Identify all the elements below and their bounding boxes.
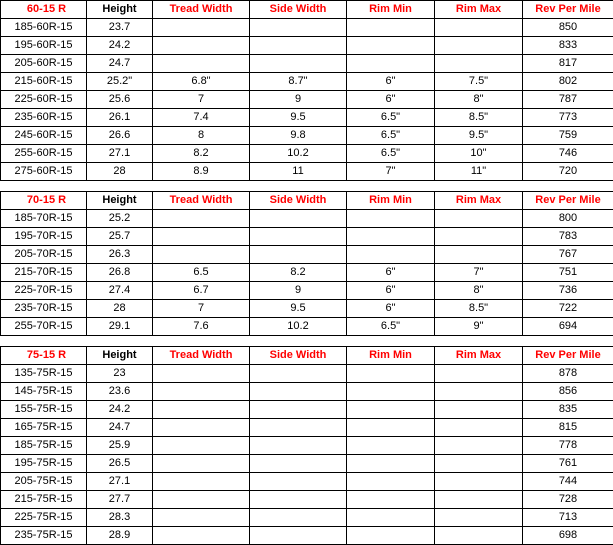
- table-cell: [250, 228, 347, 246]
- table-cell: 694: [523, 318, 613, 336]
- table-cell: [435, 437, 523, 455]
- table-cell: 787: [523, 91, 613, 109]
- table-cell: [435, 473, 523, 491]
- column-header: Side Width: [250, 1, 347, 19]
- table-cell: 8.2: [250, 264, 347, 282]
- tire-size-cell: 205-75R-15: [1, 473, 87, 491]
- table-cell: [435, 401, 523, 419]
- table-row: [1, 491, 613, 509]
- table-cell: 7: [153, 300, 250, 318]
- table-row: [1, 282, 613, 300]
- table-cell: 9": [435, 318, 523, 336]
- tire-size-cell: 255-60R-15: [1, 145, 87, 163]
- table-cell: [250, 437, 347, 455]
- table-cell: 8: [153, 127, 250, 145]
- table-cell: 26.6: [87, 127, 153, 145]
- table-cell: 10.2: [250, 145, 347, 163]
- table-cell: [153, 509, 250, 527]
- table-cell: 722: [523, 300, 613, 318]
- tire-size-cell: 195-60R-15: [1, 37, 87, 55]
- table-cell: 27.7: [87, 491, 153, 509]
- table-cell: [250, 401, 347, 419]
- table-cell: 783: [523, 228, 613, 246]
- table-row: [1, 163, 613, 181]
- table-cell: 6.5": [347, 109, 435, 127]
- table-cell: 713: [523, 509, 613, 527]
- table-cell: [347, 527, 435, 545]
- table-header-row: [1, 192, 613, 210]
- table-cell: 8": [435, 91, 523, 109]
- table-cell: 11: [250, 163, 347, 181]
- table-cell: 8.5": [435, 300, 523, 318]
- column-header-height: Height: [87, 192, 153, 210]
- column-header: Rev Per Mile: [523, 347, 613, 365]
- table-cell: [435, 383, 523, 401]
- column-header: Rim Max: [435, 192, 523, 210]
- table-cell: [435, 19, 523, 37]
- table-cell: [250, 491, 347, 509]
- table-row: [1, 473, 613, 491]
- table-cell: [347, 401, 435, 419]
- tire-size-cell: 215-70R-15: [1, 264, 87, 282]
- table-cell: 817: [523, 55, 613, 73]
- table-cell: 835: [523, 401, 613, 419]
- table-cell: 26.1: [87, 109, 153, 127]
- table-header-row: [1, 347, 613, 365]
- table-cell: 856: [523, 383, 613, 401]
- table-cell: [347, 419, 435, 437]
- table-cell: [347, 365, 435, 383]
- tire-size-cell: 185-70R-15: [1, 210, 87, 228]
- table-cell: 6.7: [153, 282, 250, 300]
- table-cell: 850: [523, 19, 613, 37]
- tire-size-cell: 255-70R-15: [1, 318, 87, 336]
- table-cell: 27.1: [87, 145, 153, 163]
- table-cell: 7.6: [153, 318, 250, 336]
- table-cell: [250, 509, 347, 527]
- table-cell: 736: [523, 282, 613, 300]
- table-cell: 6": [347, 300, 435, 318]
- table-cell: 23.6: [87, 383, 153, 401]
- table-spacer: [0, 336, 613, 346]
- table-cell: 7: [153, 91, 250, 109]
- table-cell: [250, 383, 347, 401]
- table-group-header: 60-15 R: [1, 1, 87, 19]
- table-cell: 9: [250, 91, 347, 109]
- table-cell: 800: [523, 210, 613, 228]
- table-row: [1, 37, 613, 55]
- table-cell: [153, 527, 250, 545]
- tire-size-cell: 215-75R-15: [1, 491, 87, 509]
- table-cell: [153, 383, 250, 401]
- table-cell: [435, 365, 523, 383]
- table-cell: [250, 365, 347, 383]
- table-cell: 24.7: [87, 55, 153, 73]
- column-header: Rim Min: [347, 347, 435, 365]
- table-cell: [153, 455, 250, 473]
- table-cell: 10.2: [250, 318, 347, 336]
- table-cell: [250, 37, 347, 55]
- table-cell: [435, 527, 523, 545]
- table-cell: [435, 55, 523, 73]
- table-header-row: [1, 1, 613, 19]
- table-row: [1, 401, 613, 419]
- table-cell: 29.1: [87, 318, 153, 336]
- table-cell: [347, 228, 435, 246]
- table-cell: 28.3: [87, 509, 153, 527]
- table-row: [1, 109, 613, 127]
- tire-size-cell: 235-75R-15: [1, 527, 87, 545]
- tire-size-cell: 215-60R-15: [1, 73, 87, 91]
- tire-size-cell: 225-60R-15: [1, 91, 87, 109]
- tire-size-cell: 275-60R-15: [1, 163, 87, 181]
- column-header: Rev Per Mile: [523, 192, 613, 210]
- table-cell: 8.2: [153, 145, 250, 163]
- table-cell: [435, 419, 523, 437]
- table-cell: [347, 210, 435, 228]
- table-cell: 27.1: [87, 473, 153, 491]
- table-cell: [153, 246, 250, 264]
- table-cell: 23: [87, 365, 153, 383]
- tire-size-cell: 135-75R-15: [1, 365, 87, 383]
- table-cell: 7": [435, 264, 523, 282]
- table-row: [1, 55, 613, 73]
- tire-size-cell: 205-60R-15: [1, 55, 87, 73]
- table-cell: 27.4: [87, 282, 153, 300]
- table-cell: [435, 37, 523, 55]
- table-cell: 744: [523, 473, 613, 491]
- table-cell: 767: [523, 246, 613, 264]
- table-row: [1, 318, 613, 336]
- table-cell: [347, 383, 435, 401]
- table-cell: [153, 210, 250, 228]
- tire-size-cell: 195-75R-15: [1, 455, 87, 473]
- table-cell: 751: [523, 264, 613, 282]
- table-cell: 9.5: [250, 109, 347, 127]
- tire-size-cell: 165-75R-15: [1, 419, 87, 437]
- table-cell: [153, 19, 250, 37]
- table-cell: 11": [435, 163, 523, 181]
- table-cell: [435, 228, 523, 246]
- table-row: [1, 437, 613, 455]
- table-cell: 6": [347, 264, 435, 282]
- table-cell: 8.7": [250, 73, 347, 91]
- table-row: [1, 228, 613, 246]
- table-cell: [153, 473, 250, 491]
- table-cell: 728: [523, 491, 613, 509]
- column-header: Tread Width: [153, 1, 250, 19]
- table-cell: 24.2: [87, 401, 153, 419]
- table-cell: [250, 246, 347, 264]
- table-cell: [347, 455, 435, 473]
- table-group-header: 75-15 R: [1, 347, 87, 365]
- column-header: Side Width: [250, 192, 347, 210]
- tire-size-cell: 225-75R-15: [1, 509, 87, 527]
- table-cell: 23.7: [87, 19, 153, 37]
- table-cell: 7.4: [153, 109, 250, 127]
- table-cell: [435, 455, 523, 473]
- table-cell: 28: [87, 163, 153, 181]
- table-cell: 6.5": [347, 145, 435, 163]
- table-cell: [153, 365, 250, 383]
- table-cell: [250, 473, 347, 491]
- table-cell: [153, 228, 250, 246]
- table-cell: 8.9: [153, 163, 250, 181]
- table-cell: [435, 509, 523, 527]
- column-header: Tread Width: [153, 347, 250, 365]
- table-cell: [435, 491, 523, 509]
- table-row: [1, 19, 613, 37]
- tire-size-cell: 155-75R-15: [1, 401, 87, 419]
- table-cell: 25.6: [87, 91, 153, 109]
- table-cell: 25.2": [87, 73, 153, 91]
- table-row: [1, 145, 613, 163]
- table-cell: [250, 19, 347, 37]
- column-header: Rim Min: [347, 192, 435, 210]
- tire-size-cell: 145-75R-15: [1, 383, 87, 401]
- table-row: [1, 91, 613, 109]
- table-cell: 878: [523, 365, 613, 383]
- column-header: Rev Per Mile: [523, 1, 613, 19]
- table-cell: 24.7: [87, 419, 153, 437]
- tire-spec-table: [0, 191, 613, 336]
- table-cell: 720: [523, 163, 613, 181]
- table-cell: [347, 509, 435, 527]
- table-row: [1, 419, 613, 437]
- table-cell: 6.5": [347, 127, 435, 145]
- table-cell: [435, 210, 523, 228]
- table-cell: 7": [347, 163, 435, 181]
- table-cell: [153, 37, 250, 55]
- tire-size-cell: 185-75R-15: [1, 437, 87, 455]
- table-cell: 9.8: [250, 127, 347, 145]
- column-header: Side Width: [250, 347, 347, 365]
- table-cell: [347, 19, 435, 37]
- table-cell: [347, 437, 435, 455]
- table-cell: 6.8": [153, 73, 250, 91]
- table-cell: [250, 210, 347, 228]
- column-header-height: Height: [87, 1, 153, 19]
- table-cell: 9.5: [250, 300, 347, 318]
- table-row: [1, 210, 613, 228]
- table-cell: [153, 401, 250, 419]
- table-cell: 9.5": [435, 127, 523, 145]
- tire-size-cell: 195-70R-15: [1, 228, 87, 246]
- table-row: [1, 509, 613, 527]
- table-cell: 26.5: [87, 455, 153, 473]
- table-cell: 28: [87, 300, 153, 318]
- table-row: [1, 73, 613, 91]
- table-row: [1, 264, 613, 282]
- table-cell: 8": [435, 282, 523, 300]
- table-spacer: [0, 181, 613, 191]
- column-header: Rim Max: [435, 347, 523, 365]
- table-cell: 773: [523, 109, 613, 127]
- table-cell: 26.3: [87, 246, 153, 264]
- tire-spec-table: [0, 346, 613, 545]
- table-cell: 6": [347, 282, 435, 300]
- table-cell: [250, 455, 347, 473]
- table-cell: [347, 491, 435, 509]
- table-cell: 6.5: [153, 264, 250, 282]
- table-cell: [347, 37, 435, 55]
- table-cell: 802: [523, 73, 613, 91]
- table-cell: 25.2: [87, 210, 153, 228]
- table-cell: 28.9: [87, 527, 153, 545]
- tire-size-cell: 205-70R-15: [1, 246, 87, 264]
- table-cell: 6": [347, 73, 435, 91]
- tire-size-cell: 225-70R-15: [1, 282, 87, 300]
- table-row: [1, 527, 613, 545]
- tire-size-cell: 245-60R-15: [1, 127, 87, 145]
- column-header-height: Height: [87, 347, 153, 365]
- table-cell: 6.5": [347, 318, 435, 336]
- table-row: [1, 365, 613, 383]
- table-row: [1, 455, 613, 473]
- table-cell: [153, 437, 250, 455]
- table-cell: [347, 473, 435, 491]
- table-cell: 10": [435, 145, 523, 163]
- table-cell: [347, 246, 435, 264]
- table-cell: [250, 419, 347, 437]
- column-header: Rim Max: [435, 1, 523, 19]
- table-group-header: 70-15 R: [1, 192, 87, 210]
- table-cell: [250, 527, 347, 545]
- table-row: [1, 127, 613, 145]
- table-cell: [153, 491, 250, 509]
- table-cell: [153, 419, 250, 437]
- table-cell: 761: [523, 455, 613, 473]
- table-cell: 9: [250, 282, 347, 300]
- table-cell: [250, 55, 347, 73]
- table-cell: 746: [523, 145, 613, 163]
- table-cell: 8.5": [435, 109, 523, 127]
- table-row: [1, 300, 613, 318]
- table-cell: 698: [523, 527, 613, 545]
- table-cell: 7.5": [435, 73, 523, 91]
- tire-spec-table: [0, 0, 613, 181]
- table-cell: [435, 246, 523, 264]
- tire-size-cell: 235-60R-15: [1, 109, 87, 127]
- table-cell: 815: [523, 419, 613, 437]
- tire-size-cell: 185-60R-15: [1, 19, 87, 37]
- table-cell: 25.7: [87, 228, 153, 246]
- table-cell: 833: [523, 37, 613, 55]
- tire-size-cell: 235-70R-15: [1, 300, 87, 318]
- table-row: [1, 383, 613, 401]
- table-cell: 6": [347, 91, 435, 109]
- table-cell: 25.9: [87, 437, 153, 455]
- table-cell: [347, 55, 435, 73]
- table-cell: [153, 55, 250, 73]
- column-header: Rim Min: [347, 1, 435, 19]
- table-cell: 759: [523, 127, 613, 145]
- column-header: Tread Width: [153, 192, 250, 210]
- table-cell: 24.2: [87, 37, 153, 55]
- table-row: [1, 246, 613, 264]
- table-cell: 26.8: [87, 264, 153, 282]
- table-cell: 778: [523, 437, 613, 455]
